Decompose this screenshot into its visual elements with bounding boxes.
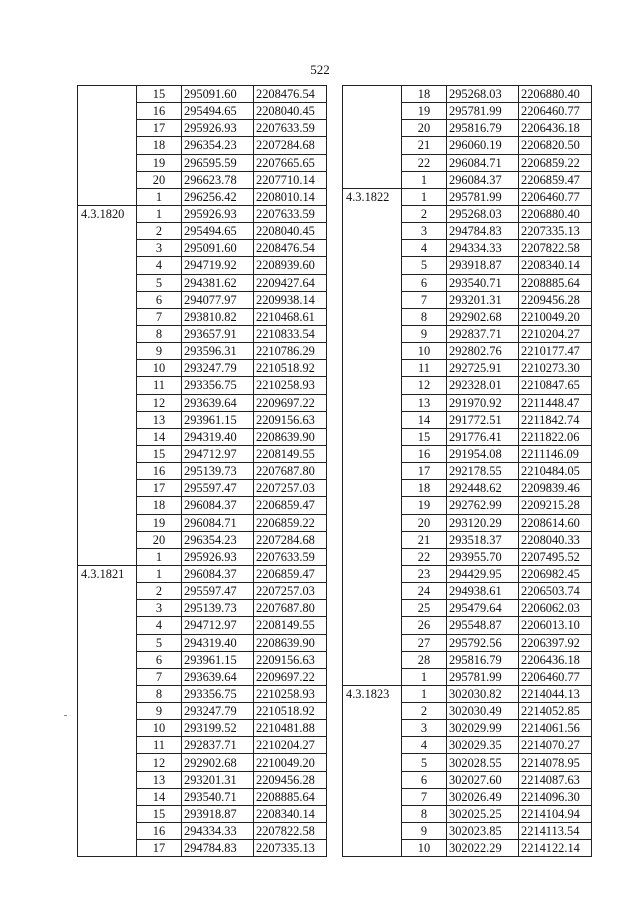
x-coordinate-cell: 293247.79 <box>182 703 254 720</box>
y-coordinate-cell: 2208476.54 <box>254 86 327 103</box>
y-coordinate-cell: 2214052.85 <box>519 703 592 720</box>
y-coordinate-cell: 2206460.77 <box>519 188 592 205</box>
x-coordinate-cell: 292328.01 <box>447 377 519 394</box>
point-number-cell: 15 <box>137 805 182 822</box>
point-number-cell: 1 <box>137 548 182 565</box>
x-coordinate-cell: 294077.97 <box>182 291 254 308</box>
y-coordinate-cell: 2206880.40 <box>519 205 592 222</box>
coordinates-table-right <box>342 85 592 857</box>
x-coordinate-cell: 296084.37 <box>447 171 519 188</box>
x-coordinate-cell: 296084.37 <box>182 497 254 514</box>
y-coordinate-cell: 2210258.93 <box>254 685 327 702</box>
y-coordinate-cell: 2208149.55 <box>254 445 327 462</box>
y-coordinate-cell: 2206460.77 <box>519 668 592 685</box>
plot-id-cell <box>343 86 402 189</box>
point-number-cell: 24 <box>402 583 447 600</box>
x-coordinate-cell: 295816.79 <box>447 651 519 668</box>
y-coordinate-cell: 2206880.40 <box>519 86 592 103</box>
margin-mark <box>64 715 67 716</box>
x-coordinate-cell: 295494.65 <box>182 103 254 120</box>
x-coordinate-cell: 295926.93 <box>182 120 254 137</box>
point-number-cell: 12 <box>402 377 447 394</box>
x-coordinate-cell: 296354.23 <box>182 137 254 154</box>
point-number-cell: 1 <box>402 668 447 685</box>
point-number-cell: 16 <box>137 823 182 840</box>
y-coordinate-cell: 2208149.55 <box>254 617 327 634</box>
x-coordinate-cell: 295091.60 <box>182 86 254 103</box>
y-coordinate-cell: 2209839.46 <box>519 480 592 497</box>
y-coordinate-cell: 2209456.28 <box>519 291 592 308</box>
y-coordinate-cell: 2210204.27 <box>519 325 592 342</box>
point-number-cell: 4 <box>402 737 447 754</box>
point-number-cell: 1 <box>137 205 182 222</box>
point-number-cell: 12 <box>137 394 182 411</box>
y-coordinate-cell: 2210049.20 <box>519 308 592 325</box>
x-coordinate-cell: 291970.92 <box>447 394 519 411</box>
point-number-cell: 8 <box>402 308 447 325</box>
point-number-cell: 6 <box>137 651 182 668</box>
point-number-cell: 2 <box>137 223 182 240</box>
x-coordinate-cell: 293201.31 <box>447 291 519 308</box>
x-coordinate-cell: 295548.87 <box>447 617 519 634</box>
point-number-cell: 14 <box>137 428 182 445</box>
x-coordinate-cell: 296084.71 <box>182 514 254 531</box>
y-coordinate-cell: 2210468.61 <box>254 308 327 325</box>
point-number-cell: 16 <box>137 103 182 120</box>
x-coordinate-cell: 294712.97 <box>182 445 254 462</box>
x-coordinate-cell: 294784.83 <box>182 840 254 857</box>
x-coordinate-cell: 291776.41 <box>447 428 519 445</box>
y-coordinate-cell: 2209215.28 <box>519 497 592 514</box>
y-coordinate-cell: 2210518.92 <box>254 703 327 720</box>
x-coordinate-cell: 295597.47 <box>182 583 254 600</box>
point-number-cell: 13 <box>402 394 447 411</box>
point-number-cell: 12 <box>137 754 182 771</box>
point-number-cell: 3 <box>402 720 447 737</box>
y-coordinate-cell: 2206397.92 <box>519 634 592 651</box>
y-coordinate-cell: 2208340.14 <box>254 805 327 822</box>
point-number-cell: 1 <box>137 565 182 582</box>
point-number-cell: 3 <box>137 240 182 257</box>
y-coordinate-cell: 2207335.13 <box>254 840 327 857</box>
point-number-cell: 20 <box>137 171 182 188</box>
point-number-cell: 18 <box>137 497 182 514</box>
x-coordinate-cell: 295091.60 <box>182 240 254 257</box>
y-coordinate-cell: 2209456.28 <box>254 771 327 788</box>
x-coordinate-cell: 302026.49 <box>447 788 519 805</box>
y-coordinate-cell: 2207633.59 <box>254 120 327 137</box>
y-coordinate-cell: 2206503.74 <box>519 583 592 600</box>
x-coordinate-cell: 293810.82 <box>182 308 254 325</box>
y-coordinate-cell: 2206436.18 <box>519 120 592 137</box>
x-coordinate-cell: 293247.79 <box>182 360 254 377</box>
plot-id-cell: 4.3.1822 <box>343 188 402 685</box>
point-number-cell: 13 <box>137 411 182 428</box>
point-number-cell: 9 <box>137 703 182 720</box>
point-number-cell: 18 <box>137 137 182 154</box>
x-coordinate-cell: 295926.93 <box>182 205 254 222</box>
point-number-cell: 1 <box>402 685 447 702</box>
x-coordinate-cell: 295926.93 <box>182 548 254 565</box>
x-coordinate-cell: 292902.68 <box>447 308 519 325</box>
point-number-cell: 7 <box>402 788 447 805</box>
x-coordinate-cell: 295139.73 <box>182 463 254 480</box>
y-coordinate-cell: 2209156.63 <box>254 411 327 428</box>
x-coordinate-cell: 292902.68 <box>182 754 254 771</box>
point-number-cell: 2 <box>402 205 447 222</box>
point-number-cell: 11 <box>137 737 182 754</box>
y-coordinate-cell: 2207687.80 <box>254 600 327 617</box>
x-coordinate-cell: 295781.99 <box>447 668 519 685</box>
y-coordinate-cell: 2210833.54 <box>254 325 327 342</box>
y-coordinate-cell: 2207710.14 <box>254 171 327 188</box>
x-coordinate-cell: 291772.51 <box>447 411 519 428</box>
x-coordinate-cell: 295597.47 <box>182 480 254 497</box>
x-coordinate-cell: 292725.91 <box>447 360 519 377</box>
y-coordinate-cell: 2211448.47 <box>519 394 592 411</box>
point-number-cell: 8 <box>402 805 447 822</box>
y-coordinate-cell: 2209938.14 <box>254 291 327 308</box>
point-number-cell: 2 <box>402 703 447 720</box>
y-coordinate-cell: 2208040.45 <box>254 223 327 240</box>
y-coordinate-cell: 2210177.47 <box>519 343 592 360</box>
point-number-cell: 1 <box>402 171 447 188</box>
point-number-cell: 10 <box>137 720 182 737</box>
point-number-cell: 26 <box>402 617 447 634</box>
y-coordinate-cell: 2208040.33 <box>519 531 592 548</box>
x-coordinate-cell: 296060.19 <box>447 137 519 154</box>
x-coordinate-cell: 294319.40 <box>182 634 254 651</box>
x-coordinate-cell: 302022.29 <box>447 840 519 857</box>
y-coordinate-cell: 2214044.13 <box>519 685 592 702</box>
y-coordinate-cell: 2208885.64 <box>254 788 327 805</box>
y-coordinate-cell: 2207822.58 <box>254 823 327 840</box>
x-coordinate-cell: 295268.03 <box>447 205 519 222</box>
x-coordinate-cell: 291954.08 <box>447 445 519 462</box>
y-coordinate-cell: 2214104.94 <box>519 805 592 822</box>
y-coordinate-cell: 2211842.74 <box>519 411 592 428</box>
point-number-cell: 18 <box>402 86 447 103</box>
point-number-cell: 10 <box>402 343 447 360</box>
point-number-cell: 5 <box>137 634 182 651</box>
point-number-cell: 7 <box>137 668 182 685</box>
plot-id-cell <box>78 86 137 206</box>
point-number-cell: 20 <box>402 514 447 531</box>
y-coordinate-cell: 2208340.14 <box>519 257 592 274</box>
point-number-cell: 17 <box>137 120 182 137</box>
point-number-cell: 7 <box>402 291 447 308</box>
x-coordinate-cell: 296595.59 <box>182 154 254 171</box>
x-coordinate-cell: 293540.71 <box>182 788 254 805</box>
x-coordinate-cell: 292762.99 <box>447 497 519 514</box>
point-number-cell: 2 <box>137 583 182 600</box>
y-coordinate-cell: 2214087.63 <box>519 771 592 788</box>
table-row <box>343 188 592 205</box>
x-coordinate-cell: 292178.55 <box>447 463 519 480</box>
y-coordinate-cell: 2209156.63 <box>254 651 327 668</box>
x-coordinate-cell: 293199.52 <box>182 720 254 737</box>
point-number-cell: 25 <box>402 600 447 617</box>
x-coordinate-cell: 295494.65 <box>182 223 254 240</box>
y-coordinate-cell: 2210481.88 <box>254 720 327 737</box>
x-coordinate-cell: 296084.37 <box>182 565 254 582</box>
y-coordinate-cell: 2214096.30 <box>519 788 592 805</box>
point-number-cell: 17 <box>402 463 447 480</box>
y-coordinate-cell: 2206436.18 <box>519 651 592 668</box>
point-number-cell: 11 <box>137 377 182 394</box>
point-number-cell: 1 <box>137 188 182 205</box>
point-number-cell: 4 <box>137 617 182 634</box>
point-number-cell: 5 <box>402 257 447 274</box>
x-coordinate-cell: 295781.99 <box>447 188 519 205</box>
y-coordinate-cell: 2209427.64 <box>254 274 327 291</box>
x-coordinate-cell: 295816.79 <box>447 120 519 137</box>
y-coordinate-cell: 2207822.58 <box>519 240 592 257</box>
y-coordinate-cell: 2206859.47 <box>254 497 327 514</box>
point-number-cell: 3 <box>137 600 182 617</box>
y-coordinate-cell: 2206859.22 <box>254 514 327 531</box>
y-coordinate-cell: 2207257.03 <box>254 480 327 497</box>
x-coordinate-cell: 294334.33 <box>182 823 254 840</box>
y-coordinate-cell: 2209697.22 <box>254 394 327 411</box>
y-coordinate-cell: 2207495.52 <box>519 548 592 565</box>
point-number-cell: 20 <box>402 120 447 137</box>
x-coordinate-cell: 293961.15 <box>182 411 254 428</box>
point-number-cell: 6 <box>402 771 447 788</box>
point-number-cell: 14 <box>137 788 182 805</box>
y-coordinate-cell: 2208010.14 <box>254 188 327 205</box>
table-row <box>343 685 592 702</box>
x-coordinate-cell: 296623.78 <box>182 171 254 188</box>
point-number-cell: 14 <box>402 411 447 428</box>
point-number-cell: 19 <box>402 497 447 514</box>
plot-id-cell: 4.3.1823 <box>343 685 402 856</box>
point-number-cell: 5 <box>402 754 447 771</box>
y-coordinate-cell: 2214122.14 <box>519 840 592 857</box>
x-coordinate-cell: 296084.71 <box>447 154 519 171</box>
table-row <box>343 86 592 103</box>
x-coordinate-cell: 293955.70 <box>447 548 519 565</box>
point-number-cell: 23 <box>402 565 447 582</box>
point-number-cell: 4 <box>402 240 447 257</box>
point-number-cell: 15 <box>402 428 447 445</box>
y-coordinate-cell: 2210484.05 <box>519 463 592 480</box>
point-number-cell: 15 <box>137 445 182 462</box>
x-coordinate-cell: 296256.42 <box>182 188 254 205</box>
table-row <box>78 205 327 222</box>
y-coordinate-cell: 2207633.59 <box>254 205 327 222</box>
y-coordinate-cell: 2211822.06 <box>519 428 592 445</box>
x-coordinate-cell: 292802.76 <box>447 343 519 360</box>
x-coordinate-cell: 295781.99 <box>447 103 519 120</box>
point-number-cell: 17 <box>137 840 182 857</box>
x-coordinate-cell: 294712.97 <box>182 617 254 634</box>
point-number-cell: 5 <box>137 274 182 291</box>
x-coordinate-cell: 302030.49 <box>447 703 519 720</box>
point-number-cell: 8 <box>137 325 182 342</box>
plot-id-cell: 4.3.1821 <box>78 565 137 856</box>
point-number-cell: 20 <box>137 531 182 548</box>
x-coordinate-cell: 295268.03 <box>447 86 519 103</box>
y-coordinate-cell: 2207665.65 <box>254 154 327 171</box>
point-number-cell: 19 <box>402 103 447 120</box>
x-coordinate-cell: 293639.64 <box>182 394 254 411</box>
point-number-cell: 8 <box>137 685 182 702</box>
point-number-cell: 3 <box>402 223 447 240</box>
x-coordinate-cell: 295139.73 <box>182 600 254 617</box>
point-number-cell: 17 <box>137 480 182 497</box>
x-coordinate-cell: 292837.71 <box>182 737 254 754</box>
x-coordinate-cell: 294719.92 <box>182 257 254 274</box>
x-coordinate-cell: 293918.87 <box>182 805 254 822</box>
x-coordinate-cell: 294319.40 <box>182 428 254 445</box>
x-coordinate-cell: 295479.64 <box>447 600 519 617</box>
y-coordinate-cell: 2210049.20 <box>254 754 327 771</box>
point-number-cell: 6 <box>402 274 447 291</box>
point-number-cell: 9 <box>402 325 447 342</box>
coordinates-table-left <box>77 85 327 857</box>
x-coordinate-cell: 293540.71 <box>447 274 519 291</box>
x-coordinate-cell: 293918.87 <box>447 257 519 274</box>
y-coordinate-cell: 2210518.92 <box>254 360 327 377</box>
y-coordinate-cell: 2214061.56 <box>519 720 592 737</box>
y-coordinate-cell: 2214113.54 <box>519 823 592 840</box>
point-number-cell: 19 <box>137 514 182 531</box>
x-coordinate-cell: 293356.75 <box>182 377 254 394</box>
point-number-cell: 19 <box>137 154 182 171</box>
table-row <box>78 565 327 582</box>
point-number-cell: 1 <box>402 188 447 205</box>
x-coordinate-cell: 302025.25 <box>447 805 519 822</box>
x-coordinate-cell: 294938.61 <box>447 583 519 600</box>
y-coordinate-cell: 2207687.80 <box>254 463 327 480</box>
x-coordinate-cell: 292837.71 <box>447 325 519 342</box>
point-number-cell: 27 <box>402 634 447 651</box>
x-coordinate-cell: 294784.83 <box>447 223 519 240</box>
x-coordinate-cell: 302028.55 <box>447 754 519 771</box>
x-coordinate-cell: 293657.91 <box>182 325 254 342</box>
plot-id-cell: 4.3.1820 <box>78 205 137 565</box>
y-coordinate-cell: 2208040.45 <box>254 103 327 120</box>
x-coordinate-cell: 302029.35 <box>447 737 519 754</box>
y-coordinate-cell: 2210258.93 <box>254 377 327 394</box>
y-coordinate-cell: 2210204.27 <box>254 737 327 754</box>
point-number-cell: 11 <box>402 360 447 377</box>
point-number-cell: 4 <box>137 257 182 274</box>
point-number-cell: 15 <box>137 86 182 103</box>
y-coordinate-cell: 2208614.60 <box>519 514 592 531</box>
point-number-cell: 16 <box>402 445 447 462</box>
y-coordinate-cell: 2208639.90 <box>254 428 327 445</box>
table-row <box>78 86 327 103</box>
point-number-cell: 9 <box>402 823 447 840</box>
point-number-cell: 7 <box>137 308 182 325</box>
x-coordinate-cell: 295792.56 <box>447 634 519 651</box>
y-coordinate-cell: 2210273.30 <box>519 360 592 377</box>
x-coordinate-cell: 293356.75 <box>182 685 254 702</box>
y-coordinate-cell: 2210786.29 <box>254 343 327 360</box>
point-number-cell: 21 <box>402 531 447 548</box>
point-number-cell: 22 <box>402 154 447 171</box>
y-coordinate-cell: 2214078.95 <box>519 754 592 771</box>
y-coordinate-cell: 2210847.65 <box>519 377 592 394</box>
y-coordinate-cell: 2206062.03 <box>519 600 592 617</box>
x-coordinate-cell: 294334.33 <box>447 240 519 257</box>
page-number: 522 <box>310 62 330 77</box>
y-coordinate-cell: 2208939.60 <box>254 257 327 274</box>
x-coordinate-cell: 302030.82 <box>447 685 519 702</box>
y-coordinate-cell: 2207284.68 <box>254 531 327 548</box>
point-number-cell: 21 <box>402 137 447 154</box>
point-number-cell: 28 <box>402 651 447 668</box>
point-number-cell: 16 <box>137 463 182 480</box>
y-coordinate-cell: 2207633.59 <box>254 548 327 565</box>
y-coordinate-cell: 2206859.22 <box>519 154 592 171</box>
y-coordinate-cell: 2206820.50 <box>519 137 592 154</box>
y-coordinate-cell: 2206982.45 <box>519 565 592 582</box>
x-coordinate-cell: 293596.31 <box>182 343 254 360</box>
y-coordinate-cell: 2208639.90 <box>254 634 327 651</box>
y-coordinate-cell: 2206013.10 <box>519 617 592 634</box>
y-coordinate-cell: 2209697.22 <box>254 668 327 685</box>
y-coordinate-cell: 2207284.68 <box>254 137 327 154</box>
point-number-cell: 10 <box>137 360 182 377</box>
point-number-cell: 22 <box>402 548 447 565</box>
point-number-cell: 6 <box>137 291 182 308</box>
x-coordinate-cell: 302023.85 <box>447 823 519 840</box>
x-coordinate-cell: 293518.37 <box>447 531 519 548</box>
x-coordinate-cell: 294429.95 <box>447 565 519 582</box>
y-coordinate-cell: 2206859.47 <box>519 171 592 188</box>
x-coordinate-cell: 294381.62 <box>182 274 254 291</box>
point-number-cell: 13 <box>137 771 182 788</box>
x-coordinate-cell: 302027.60 <box>447 771 519 788</box>
x-coordinate-cell: 293120.29 <box>447 514 519 531</box>
y-coordinate-cell: 2206859.47 <box>254 565 327 582</box>
y-coordinate-cell: 2208885.64 <box>519 274 592 291</box>
x-coordinate-cell: 293201.31 <box>182 771 254 788</box>
y-coordinate-cell: 2207257.03 <box>254 583 327 600</box>
x-coordinate-cell: 302029.99 <box>447 720 519 737</box>
y-coordinate-cell: 2208476.54 <box>254 240 327 257</box>
x-coordinate-cell: 293639.64 <box>182 668 254 685</box>
x-coordinate-cell: 293961.15 <box>182 651 254 668</box>
x-coordinate-cell: 296354.23 <box>182 531 254 548</box>
y-coordinate-cell: 2207335.13 <box>519 223 592 240</box>
x-coordinate-cell: 292448.62 <box>447 480 519 497</box>
y-coordinate-cell: 2211146.09 <box>519 445 592 462</box>
point-number-cell: 10 <box>402 840 447 857</box>
point-number-cell: 18 <box>402 480 447 497</box>
point-number-cell: 9 <box>137 343 182 360</box>
y-coordinate-cell: 2214070.27 <box>519 737 592 754</box>
y-coordinate-cell: 2206460.77 <box>519 103 592 120</box>
